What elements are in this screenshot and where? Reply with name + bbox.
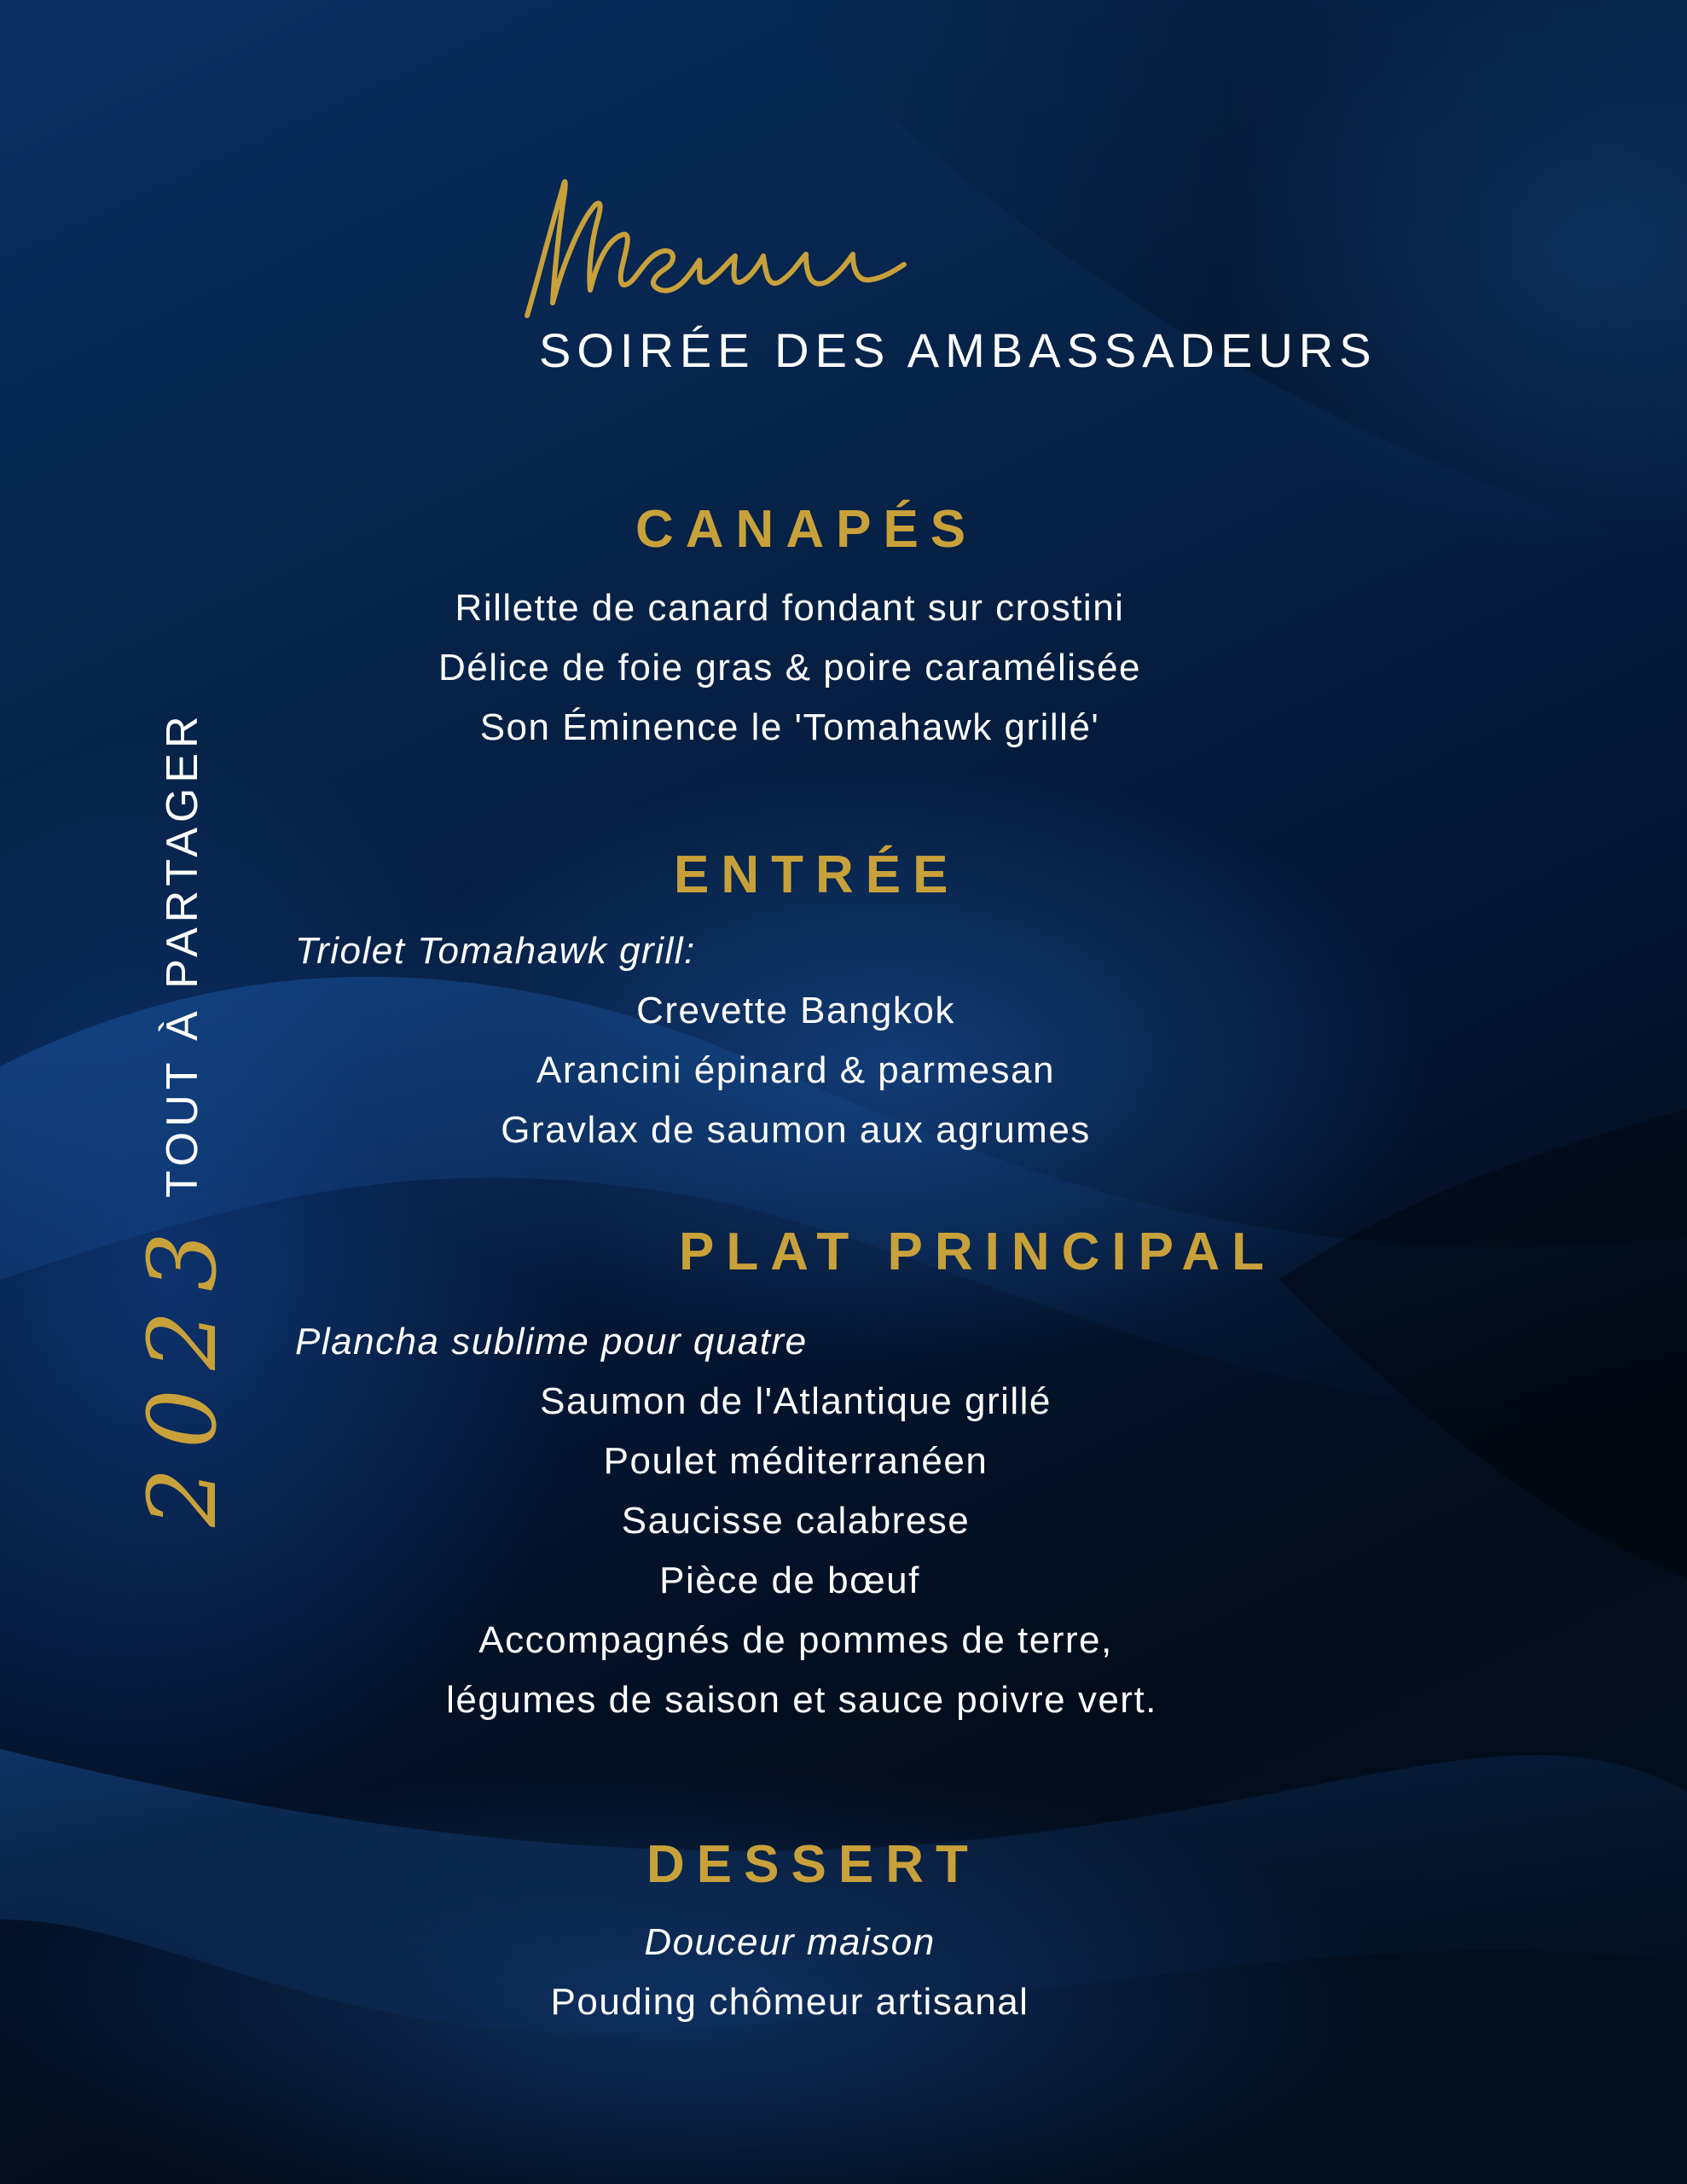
entree-item-1: Crevette Bangkok <box>636 990 955 1031</box>
plat-item-2: Poulet méditerranéen <box>603 1440 988 1482</box>
section-heading-canapes: CANAPÉS <box>635 500 978 559</box>
plat-item-6: légumes de saison et sauce poivre vert. <box>446 1679 1157 1721</box>
section-heading-entree: ENTRÉE <box>674 845 960 904</box>
entree-item-3: Gravlax de saumon aux agrumes <box>501 1109 1091 1151</box>
plat-item-3: Saucisse calabrese <box>621 1500 971 1542</box>
canapes-item-3: Son Éminence le 'Tomahawk grillé' <box>479 706 1100 748</box>
entree-item-2: Arancini épinard & parmesan <box>536 1049 1055 1091</box>
plat-item-5: Accompagnés de pommes de terre, <box>478 1619 1113 1661</box>
subtitle: SOIRÉE DES AMBASSADEURS <box>539 323 1377 377</box>
side-text: TOUT À PARTAGER <box>158 711 207 1199</box>
dessert-intro: Douceur maison <box>644 1921 936 1963</box>
canapes-item-1: Rillette de canard fondant sur crostini <box>455 587 1125 629</box>
section-heading-dessert: DESSERT <box>646 1835 980 1894</box>
entree-intro: Triolet Tomahawk grill: <box>295 930 696 972</box>
plat-item-1: Saumon de l'Atlantique grillé <box>540 1380 1052 1422</box>
plat-item-4: Pièce de bœuf <box>659 1560 920 1601</box>
side-year: 2023 <box>128 1213 237 1527</box>
dessert-item-1: Pouding chômeur artisanal <box>550 1981 1029 2023</box>
plat-intro: Plancha sublime pour quatre <box>295 1321 808 1362</box>
side-banner <box>128 711 237 1527</box>
canapes-item-2: Délice de foie gras & poire caramélisée <box>438 647 1141 688</box>
section-heading-plat: PLAT PRINCIPAL <box>679 1223 1277 1281</box>
menu-title-script <box>512 154 921 341</box>
